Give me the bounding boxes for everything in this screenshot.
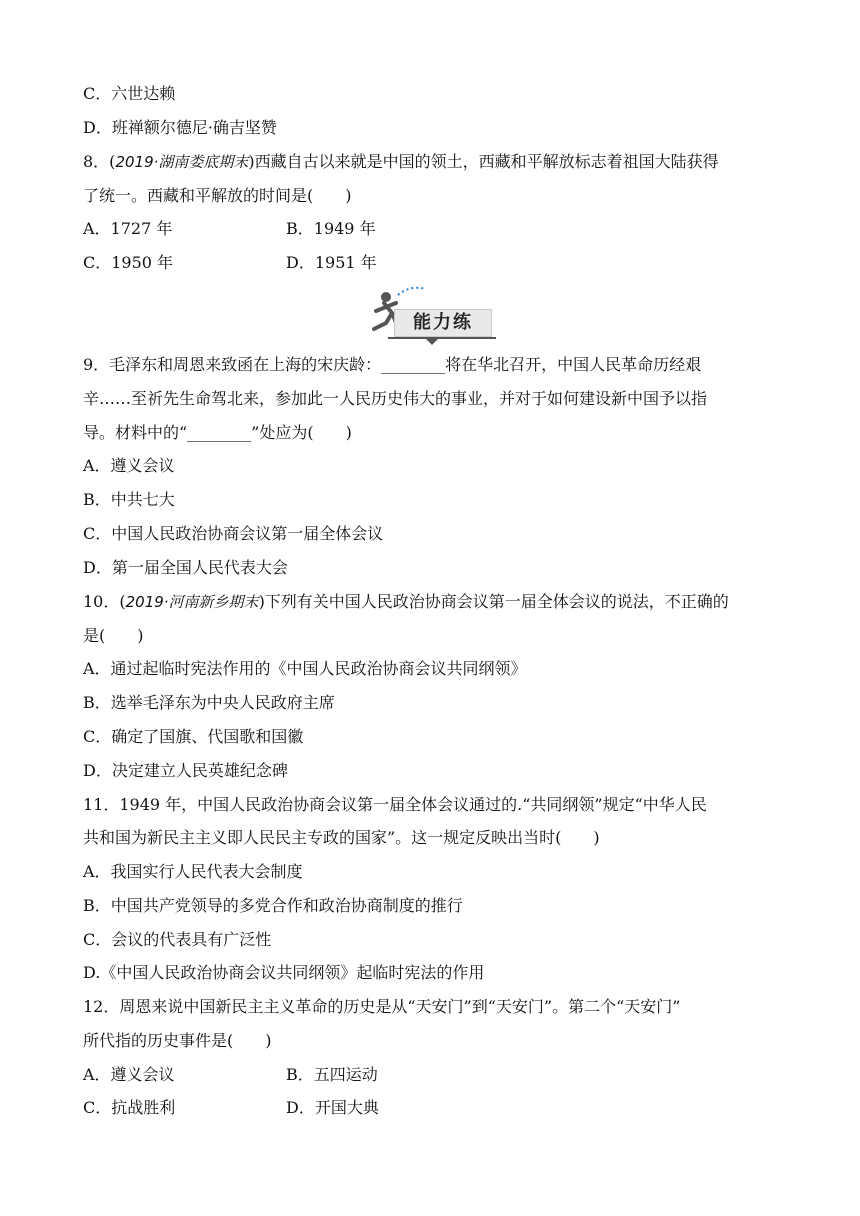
banner-underline [388,337,496,339]
q9-stem-line1: 9．毛泽东和周恩来致函在上海的宋庆龄：________将在华北召开，中国人民革命历经艰 [83,355,702,374]
q12-stem-line1: 12．周恩来说中国新民主主义革命的历史是从“天安门”到“天安门”。第二个“天安门” [83,997,681,1016]
q8-option-a: A．1727 年 [83,219,173,238]
q8-source: 2019·湖南娄底期末 [115,153,249,171]
q10-stem-line2: 是( ) [83,626,144,645]
q10-number: 10．( [83,592,126,611]
q8-stem-line2: 了统一。西藏和平解放的时间是( ) [83,186,352,205]
q8-option-b: B．1949 年 [286,219,376,238]
q8-stem-line1 [83,152,719,172]
banner-arrow [426,339,438,345]
banner-label: 能力练 [394,309,492,337]
q12-option-a: A．遵义会议 [83,1065,175,1084]
q10-option-b: B．选举毛泽东为中央人民政府主席 [83,693,335,712]
q9-option-c: C．中国人民政治协商会议第一届全体会议 [83,524,384,543]
q10-option-d: D．决定建立人民英雄纪念碑 [83,761,288,780]
q9-option-b: B．中共七大 [83,490,175,509]
q11-option-c: C．会议的代表具有广泛性 [83,930,272,949]
q7-option-c: C．六世达赖 [83,84,176,103]
q9-stem-line2: 辛……至祈先生命驾北来，参加此一人民历史伟大的事业，并对于如何建设新中国予以指 [83,389,708,408]
q8-stem-text: )西藏自古以来就是中国的领土，西藏和平解放标志着祖国大陆获得 [248,152,719,171]
section-banner [366,283,498,341]
q10-option-c: C．确定了国旗、代国歌和国徽 [83,727,304,746]
q10-option-a: A．通过起临时宪法作用的《中国人民政治协商会议共同纲领》 [83,659,527,678]
q8-option-d: D．1951 年 [286,253,377,272]
q9-option-a: A．遵义会议 [83,456,175,475]
q10-stem-text: )下列有关中国人民政治协商会议第一届全体会议的说法，不正确的 [258,592,729,611]
q8-number: 8．( [83,152,116,171]
q12-option-b: B．五四运动 [286,1065,378,1084]
q12-option-d: D．开国大典 [286,1098,379,1117]
q12-option-c: C．抗战胜利 [83,1098,176,1117]
q10-source: 2019·河南新乡期末 [125,593,259,611]
q7-option-d: D．班禅额尔德尼·确吉坚赞 [83,118,277,137]
q11-option-b: B．中国共产党领导的多党合作和政治协商制度的推行 [83,896,463,915]
q9-stem-line3: 导。材料中的“________”处应为( ) [83,423,352,442]
q11-option-d: D.《中国人民政治协商会议共同纲领》起临时宪法的作用 [83,963,485,982]
q11-stem-line1: 11．1949 年，中国人民政治协商会议第一届全体会议通过的.“共同纲领”规定“中华人民 [83,795,707,814]
q11-stem-line2: 共和国为新民主主义即人民民主专政的国家”。这一规定反映出当时( ) [83,828,600,847]
q11-option-a: A．我国实行人民代表大会制度 [83,862,303,881]
q12-stem-line2: 所代指的历史事件是( ) [83,1031,272,1050]
q10-stem-line1 [83,592,729,612]
q8-option-c: C．1950 年 [83,253,174,272]
q9-option-d: D．第一届全国人民代表大会 [83,558,288,577]
